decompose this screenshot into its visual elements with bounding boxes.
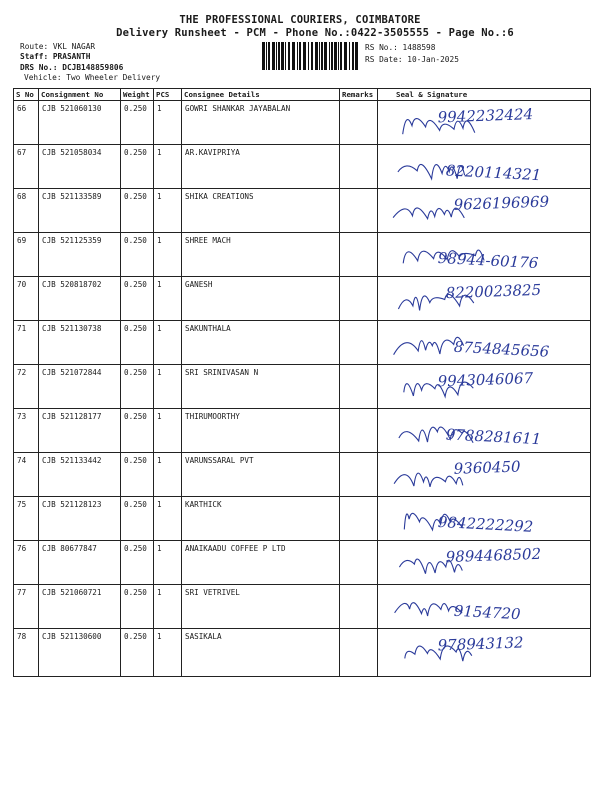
header-signature: Seal & Signature [378,89,591,101]
cell-weight: 0.250 [121,409,154,453]
cell-signature [378,453,591,497]
table-row [14,453,591,497]
cell-consignment: CJB 521128123 [39,497,121,541]
cell-signature [378,541,591,585]
table-row [14,541,591,585]
cell-pcs: 1 [154,277,182,321]
cell-signature [378,277,591,321]
handwritten-signature-icon [378,145,590,189]
route-label: Route: VKL NAGAR [20,42,96,51]
handwritten-signature-icon [378,321,590,365]
cell-consignee: THIRUMOORTHY [182,409,340,453]
runsheet-subtitle: Delivery Runsheet - PCM - Phone No.:0422-3505555 - Page No.:6 [116,27,514,39]
cell-consignment: CJB 521130738 [39,321,121,365]
cell-signature [378,409,591,453]
cell-remarks [340,277,378,321]
cell-pcs: 1 [154,233,182,277]
signature-phone-text: 9360450 [453,457,521,478]
cell-weight: 0.250 [121,365,154,409]
cell-consignee: SRI VETRIVEL [182,585,340,629]
cell-consignment: CJB 520818702 [39,277,121,321]
cell-consignee: GOWRI SHANKAR JAYABALAN [182,101,340,145]
cell-consignee: AR.KAVIPRIYA [182,145,340,189]
signature-phone-text: 9942232424 [437,105,534,127]
cell-signature [378,189,591,233]
cell-signature [378,145,591,189]
rs-number: RS No.: 1488598 [365,43,436,52]
cell-consignee: SHREE MACH [182,233,340,277]
cell-weight: 0.250 [121,585,154,629]
vehicle-label: Vehicle: Two Wheeler Delivery [24,73,161,82]
cell-weight: 0.250 [121,321,154,365]
cell-pcs: 1 [154,453,182,497]
staff-label: Staff: PRASANTH [20,52,91,61]
cell-pcs: 1 [154,145,182,189]
cell-weight: 0.250 [121,497,154,541]
handwritten-signature-icon [378,453,590,497]
handwritten-signature-icon [378,233,590,277]
cell-signature [378,233,591,277]
cell-sno: 77 [14,585,39,629]
cell-signature [378,101,591,145]
cell-signature [378,365,591,409]
company-title: THE PROFESSIONAL COURIERS, COIMBATORE [179,14,421,26]
cell-consignee: VARUNSSARAL PVT [182,453,340,497]
cell-remarks [340,453,378,497]
cell-sno: 72 [14,365,39,409]
header-consignment: Consignment No [39,89,121,101]
cell-remarks [340,497,378,541]
cell-consignee: KARTHICK [182,497,340,541]
cell-remarks [340,541,378,585]
cell-consignment: CJB 521060130 [39,101,121,145]
cell-weight: 0.250 [121,277,154,321]
cell-weight: 0.250 [121,189,154,233]
cell-sno: 75 [14,497,39,541]
cell-sno: 78 [14,629,39,677]
handwritten-signature-icon [378,189,590,233]
header-remarks: Remarks [340,89,378,101]
table-row [14,409,591,453]
header-pcs: PCS [154,89,182,101]
cell-consignment: CJB 521133589 [39,189,121,233]
cell-weight: 0.250 [121,233,154,277]
handwritten-signature-icon [378,629,590,675]
table-row [14,189,591,233]
signature-phone-text: 9894468502 [445,544,542,567]
cell-pcs: 1 [154,409,182,453]
cell-weight: 0.250 [121,541,154,585]
table-row [14,321,591,365]
cell-sno: 74 [14,453,39,497]
header-sno: S No [14,89,39,101]
signature-phone-text: 98944-60176 [437,248,539,273]
rs-date: RS Date: 10-Jan-2025 [365,55,459,64]
handwritten-signature-icon [378,101,590,145]
cell-sno: 69 [14,233,39,277]
cell-pcs: 1 [154,629,182,677]
cell-consignment: CJB 521128177 [39,409,121,453]
cell-weight: 0.250 [121,101,154,145]
signature-phone-text: 9154720 [453,601,522,624]
drs-number: DRS No.: DCJB148859806 [20,63,124,72]
cell-remarks [340,409,378,453]
table-row [14,365,591,409]
cell-sno: 73 [14,409,39,453]
cell-remarks [340,189,378,233]
cell-pcs: 1 [154,189,182,233]
table-row [14,145,591,189]
cell-consignee: ANAIKAADU COFFEE P LTD [182,541,340,585]
cell-remarks [340,101,378,145]
cell-pcs: 1 [154,321,182,365]
signature-phone-text: 8220023825 [445,280,542,303]
cell-remarks [340,233,378,277]
cell-consignment: CJB 521072844 [39,365,121,409]
cell-signature [378,497,591,541]
header-weight: Weight [121,89,154,101]
handwritten-signature-icon [378,365,590,409]
cell-consignee: GANESH [182,277,340,321]
cell-consignment: CJB 80677847 [39,541,121,585]
cell-remarks [340,585,378,629]
handwritten-signature-icon [378,497,590,541]
cell-sno: 71 [14,321,39,365]
signature-phone-text: 978943132 [437,633,524,655]
cell-signature [378,629,591,677]
cell-remarks [340,365,378,409]
cell-pcs: 1 [154,541,182,585]
signature-phone-text: 9788281611 [445,425,542,449]
cell-sno: 67 [14,145,39,189]
cell-signature [378,585,591,629]
cell-sno: 70 [14,277,39,321]
cell-consignment: CJB 521133442 [39,453,121,497]
cell-consignee: SRI SRINIVASAN N [182,365,340,409]
table-row [14,585,591,629]
cell-consignee: SHIKA CREATIONS [182,189,340,233]
handwritten-signature-icon [378,277,590,321]
cell-consignment: CJB 521125359 [39,233,121,277]
barcode-icon [262,42,358,70]
cell-weight: 0.250 [121,629,154,677]
cell-pcs: 1 [154,585,182,629]
cell-sno: 68 [14,189,39,233]
cell-pcs: 1 [154,497,182,541]
table-row [14,277,591,321]
cell-pcs: 1 [154,101,182,145]
cell-consignment: CJB 521058034 [39,145,121,189]
signature-phone-text: 8754845656 [453,337,550,361]
signature-phone-text: 8220114321 [445,161,542,185]
cell-consignment: CJB 521060721 [39,585,121,629]
table-row [14,233,591,277]
handwritten-signature-icon [378,585,590,629]
cell-signature [378,321,591,365]
cell-consignee: SASIKALA [182,629,340,677]
cell-remarks [340,321,378,365]
handwritten-signature-icon [378,409,590,453]
cell-pcs: 1 [154,365,182,409]
header-consignee: Consignee Details [182,89,340,101]
signature-phone-text: 9943046067 [437,369,534,391]
table-row [14,629,591,677]
signature-phone-text: 9842222292 [437,512,534,536]
cell-remarks [340,629,378,677]
cell-consignee: SAKUNTHALA [182,321,340,365]
handwritten-signature-icon [378,541,590,585]
cell-sno: 76 [14,541,39,585]
table-header-row [14,89,591,101]
cell-weight: 0.250 [121,453,154,497]
cell-consignment: CJB 521130600 [39,629,121,677]
cell-sno: 66 [14,101,39,145]
table-row [14,497,591,541]
runsheet-table [13,88,591,677]
table-row [14,101,591,145]
cell-weight: 0.250 [121,145,154,189]
cell-remarks [340,145,378,189]
signature-phone-text: 9626196969 [453,192,550,214]
